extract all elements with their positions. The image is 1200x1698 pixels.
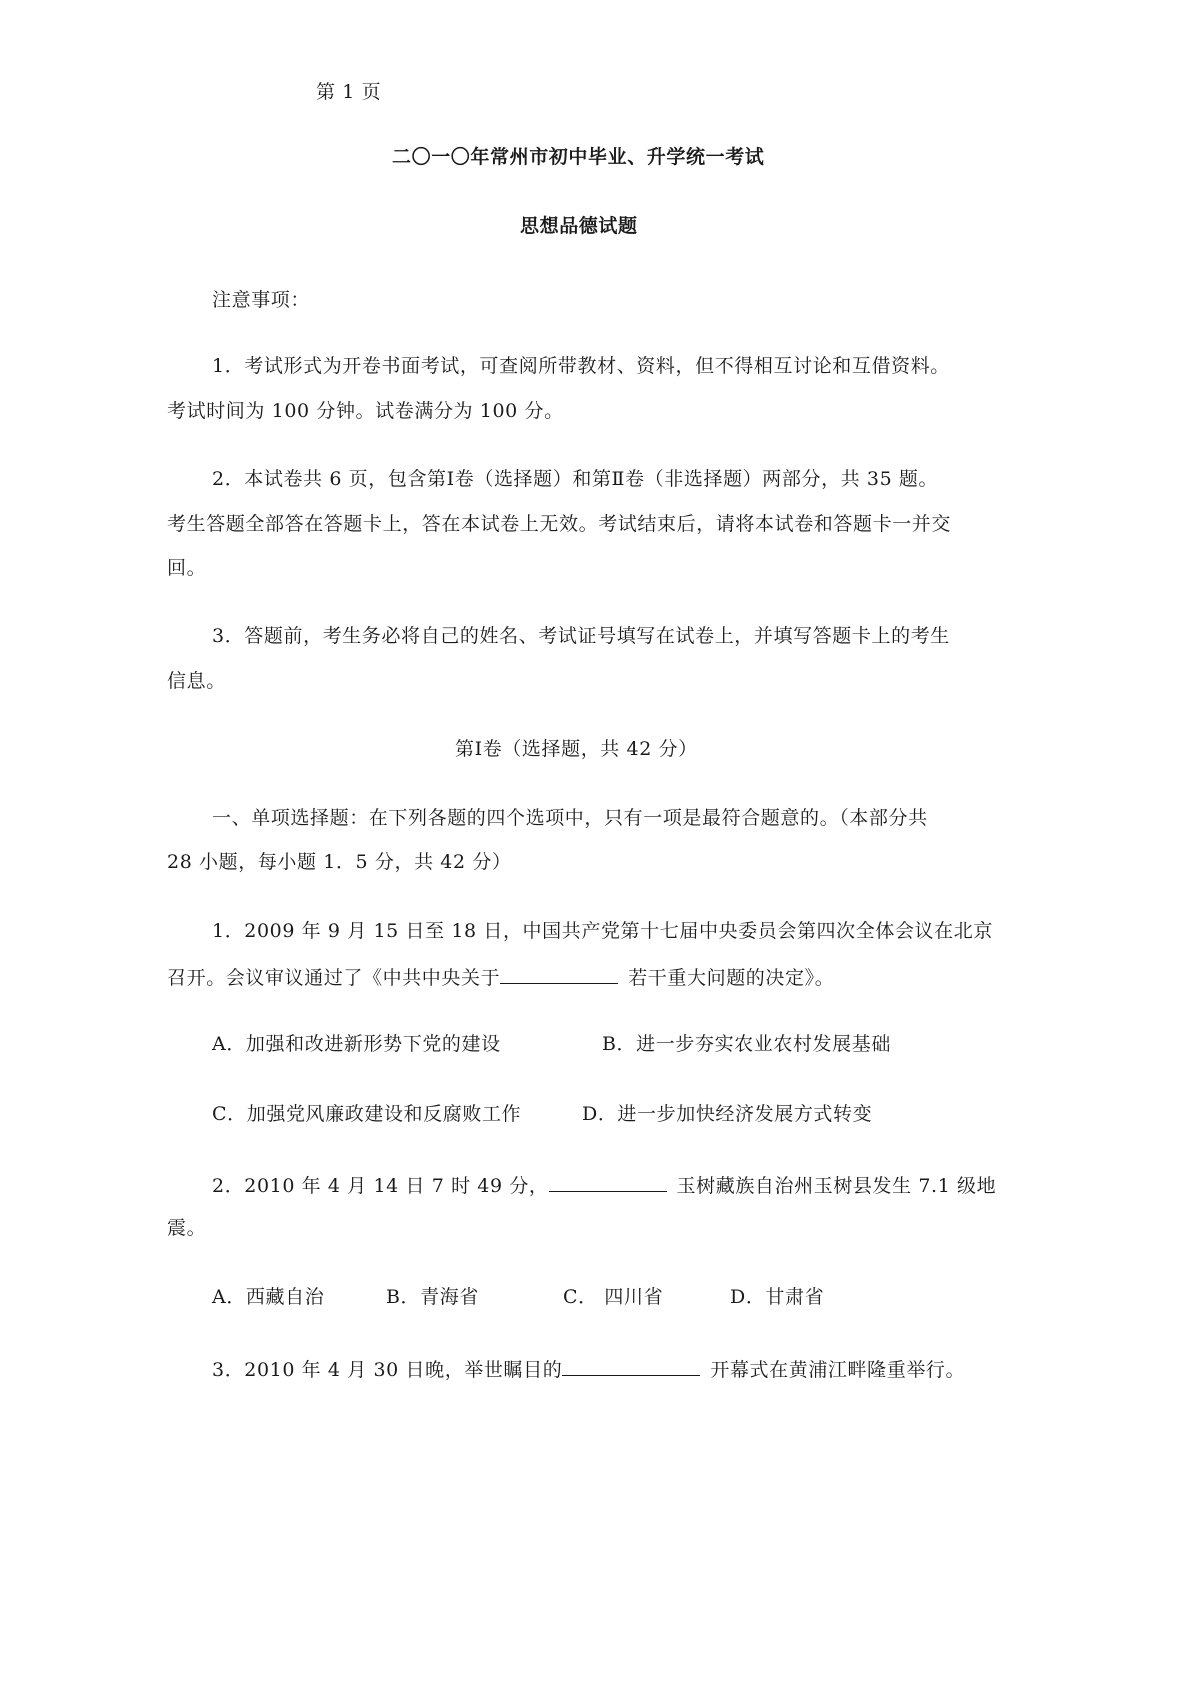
section-1-intro-line-1: 一、单项选择题：在下列各题的四个选项中，只有一项是最符合题意的。（本部分共 <box>212 807 928 829</box>
exam-title: 二〇一〇年常州市初中毕业、升学统一考试 <box>392 146 765 168</box>
section-1-intro-line-2: 28 小题，每小题 1．5 分，共 42 分） <box>167 851 512 873</box>
question-1-option-b: B．进一步夯实农业农村发展基础 <box>602 1033 891 1055</box>
question-2-option-d: D．甘肃省 <box>730 1286 825 1308</box>
question-1-option-d: D．进一步加快经济发展方式转变 <box>582 1103 873 1125</box>
question-2-line-2: 震。 <box>167 1217 207 1239</box>
question-3-line-1 <box>212 1355 965 1382</box>
question-1-line-2 <box>167 963 834 990</box>
note-3-line-2: 信息。 <box>167 670 226 692</box>
question-3-stem-before: 3．2010 年 4 月 30 日晚，举世瞩目的 <box>212 1359 563 1381</box>
note-2-line-3: 回。 <box>167 557 207 579</box>
note-2-line-1: 2．本试卷共 6 页，包含第Ⅰ卷（选择题）和第Ⅱ卷（非选择题）两部分，共 35 题。 <box>212 468 939 490</box>
question-1-stem-before: 召开。会议审议通过了《中共中央关于 <box>167 967 501 989</box>
question-1-option-a: A．加强和改进新形势下党的建设 <box>212 1033 501 1055</box>
notes-heading: 注意事项： <box>212 289 311 311</box>
page-label: 第 1 页 <box>316 81 382 103</box>
question-1-line-1: 1．2009 年 9 月 15 日至 18 日，中国共产党第十七届中央委员会第四次全体会议在北京 <box>212 920 993 942</box>
question-1-stem-after: 若干重大问题的决定》。 <box>628 967 835 989</box>
note-1-line-1: 1．考试形式为开卷书面考试，可查阅所带教材、资料，但不得相互讨论和互借资料。 <box>212 355 950 377</box>
answer-blank <box>549 1171 667 1192</box>
question-3-stem-after: 开幕式在黄浦江畔隆重举行。 <box>710 1359 966 1381</box>
question-2-stem-after: 玉树藏族自治州玉树县发生 7.1 级地 <box>676 1175 997 1197</box>
question-2-stem-before: 2．2010 年 4 月 14 日 7 时 49 分， <box>212 1175 549 1197</box>
note-1-line-2: 考试时间为 100 分钟。试卷满分为 100 分。 <box>167 400 564 422</box>
question-2-option-b: B．青海省 <box>386 1286 479 1308</box>
answer-blank <box>500 963 618 984</box>
question-2-option-c: C． 四川省 <box>563 1286 664 1308</box>
question-2-line-1 <box>212 1171 996 1198</box>
answer-blank <box>562 1355 700 1376</box>
note-3-line-1: 3．答题前，考生务必将自己的姓名、考试证号填写在试卷上，并填写答题卡上的考生 <box>212 625 950 647</box>
section-1-title: 第Ⅰ卷（选择题，共 42 分） <box>455 738 698 760</box>
question-1-option-c: C．加强党风廉政建设和反腐败工作 <box>212 1103 522 1125</box>
subject-title: 思想品德试题 <box>520 215 638 237</box>
note-2-line-2: 考生答题全部答在答题卡上，答在本试卷上无效。考试结束后，请将本试卷和答题卡一并交 <box>167 513 952 535</box>
question-2-option-a: A．西藏自治 <box>212 1286 325 1308</box>
